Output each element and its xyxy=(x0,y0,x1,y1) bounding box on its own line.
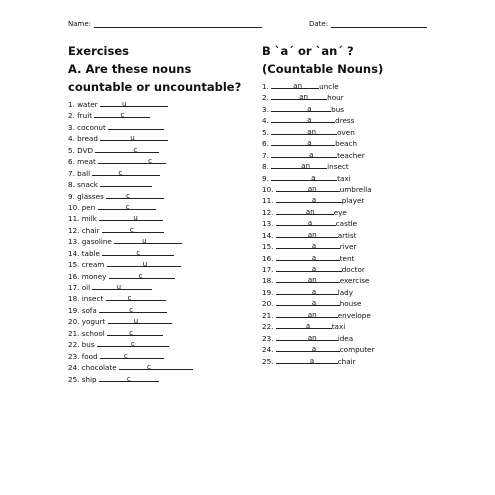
item-number: 14. xyxy=(262,230,274,240)
list-item xyxy=(262,344,462,355)
answer-text: a xyxy=(307,115,312,125)
list-item xyxy=(68,328,258,339)
answer-text: u xyxy=(142,259,148,269)
list-item xyxy=(262,298,462,309)
answer-text: c xyxy=(126,190,131,200)
exercise-b-subtitle: (Countable Nouns) xyxy=(262,62,384,76)
item-number: 3. xyxy=(262,104,269,114)
item-word: ball xyxy=(77,168,91,178)
answer-text: a xyxy=(307,138,312,148)
item-number: 2. xyxy=(68,111,75,121)
list-item xyxy=(68,133,258,144)
answer-blank[interactable] xyxy=(271,161,327,169)
item-word: taxi xyxy=(337,173,351,183)
list-item xyxy=(68,339,258,350)
answer-blank[interactable] xyxy=(276,333,338,341)
list-item xyxy=(68,271,258,282)
answer-text: a xyxy=(311,344,317,354)
list-item xyxy=(68,191,258,202)
answer-blank[interactable] xyxy=(106,293,166,301)
item-word: gasoline xyxy=(81,237,112,247)
item-word: eye xyxy=(333,207,347,217)
list-item xyxy=(68,168,258,179)
list-item xyxy=(262,173,462,184)
item-number: 5. xyxy=(68,145,75,155)
answer-text: u xyxy=(133,316,139,326)
exercise-a-list xyxy=(68,99,258,385)
item-number: 24. xyxy=(262,345,274,355)
item-word: meat xyxy=(77,157,96,167)
answer-text: a xyxy=(309,149,314,159)
list-item xyxy=(262,207,462,218)
answer-blank[interactable] xyxy=(276,195,342,203)
item-number: 15. xyxy=(262,242,274,252)
list-item xyxy=(68,236,258,247)
list-item xyxy=(68,374,258,385)
item-number: 8. xyxy=(262,162,269,172)
item-number: 9. xyxy=(262,173,269,183)
list-item xyxy=(262,230,462,241)
answer-text: c xyxy=(133,144,138,154)
answer-blank[interactable] xyxy=(271,173,337,181)
item-word: oven xyxy=(337,127,355,137)
item-word: envelope xyxy=(337,310,371,320)
answer-text: c xyxy=(146,362,151,372)
answer-blank[interactable] xyxy=(106,191,164,199)
item-number: 7. xyxy=(68,168,75,178)
item-word: chair xyxy=(337,356,356,366)
item-number: 18. xyxy=(262,276,274,286)
item-number: 24. xyxy=(68,363,80,373)
item-number: 22. xyxy=(68,340,80,350)
item-word: cream xyxy=(81,260,105,270)
answer-blank[interactable] xyxy=(97,339,169,347)
answer-blank[interactable] xyxy=(276,253,340,261)
list-item xyxy=(68,99,258,110)
answer-text: u xyxy=(121,99,127,108)
item-number: 6. xyxy=(68,157,75,167)
item-word: doctor xyxy=(341,265,365,274)
list-item xyxy=(262,356,462,367)
item-number: 16. xyxy=(68,271,80,281)
list-item xyxy=(262,333,462,344)
date-field[interactable] xyxy=(309,20,427,28)
answer-blank[interactable] xyxy=(92,282,152,290)
answer-text: a xyxy=(311,298,317,308)
answer-text: c xyxy=(136,247,141,257)
item-word: player xyxy=(341,196,365,206)
answer-text: c xyxy=(129,327,134,337)
list-item xyxy=(68,259,258,270)
list-item xyxy=(262,287,462,298)
item-word: ship xyxy=(81,374,97,384)
item-word: uncle xyxy=(319,82,339,91)
list-item xyxy=(262,241,462,252)
item-word: house xyxy=(339,299,362,309)
list-item xyxy=(68,248,258,259)
item-number: 13. xyxy=(68,237,80,247)
item-number: 3. xyxy=(68,122,75,132)
item-number: 21. xyxy=(68,328,80,338)
answer-blank[interactable] xyxy=(276,241,340,249)
answer-blank[interactable] xyxy=(92,168,160,176)
item-number: 23. xyxy=(68,351,80,361)
answer-blank[interactable] xyxy=(276,218,336,226)
list-item xyxy=(68,316,258,327)
answer-blank[interactable] xyxy=(102,248,174,256)
item-word: tent xyxy=(339,253,355,263)
answer-blank[interactable] xyxy=(100,99,168,107)
exercise-a-title: A. Are these nouns xyxy=(68,62,192,76)
answer-text: a xyxy=(311,264,317,273)
answer-text: c xyxy=(130,339,135,349)
item-word: chair xyxy=(81,225,100,235)
answer-blank[interactable] xyxy=(271,104,331,112)
item-word: computer xyxy=(339,345,375,355)
item-word: hour xyxy=(327,93,344,103)
answer-blank[interactable] xyxy=(276,275,340,283)
list-item xyxy=(68,213,258,224)
item-word: table xyxy=(81,248,100,258)
answer-blank[interactable] xyxy=(276,344,340,352)
list-item xyxy=(262,161,462,172)
item-word: school xyxy=(81,328,105,338)
item-number: 17. xyxy=(68,283,80,292)
answer-blank[interactable] xyxy=(99,305,167,313)
answer-text: an xyxy=(307,126,317,136)
item-word: water xyxy=(77,100,98,109)
answer-text: a xyxy=(309,355,315,365)
answer-blank[interactable] xyxy=(100,179,152,187)
answer-text: c xyxy=(129,224,134,234)
answer-text: u xyxy=(116,282,121,291)
list-item xyxy=(262,104,462,115)
item-number: 19. xyxy=(68,305,80,315)
item-number: 20. xyxy=(262,299,274,309)
item-number: 2. xyxy=(262,93,269,103)
item-number: 14. xyxy=(68,248,80,258)
answer-text: an xyxy=(307,183,317,193)
list-item xyxy=(262,92,462,103)
answer-blank[interactable] xyxy=(99,213,163,221)
list-item xyxy=(262,81,462,92)
answer-text: c xyxy=(129,304,134,314)
answer-blank[interactable] xyxy=(271,81,319,89)
list-item xyxy=(262,150,462,161)
answer-blank[interactable] xyxy=(271,115,335,123)
item-word: food xyxy=(81,351,98,361)
answer-text: a xyxy=(307,103,312,113)
item-number: 21. xyxy=(262,310,274,320)
list-item xyxy=(68,351,258,362)
answer-blank[interactable] xyxy=(276,264,342,272)
answer-text: c xyxy=(120,110,125,120)
item-word: fruit xyxy=(77,111,93,121)
answer-blank[interactable] xyxy=(119,362,193,370)
answer-blank[interactable] xyxy=(98,156,166,164)
item-word: exercise xyxy=(339,276,370,286)
answer-text: c xyxy=(138,270,143,280)
item-word: oil xyxy=(81,283,91,292)
item-number: 1. xyxy=(68,100,75,109)
answer-blank[interactable] xyxy=(98,202,156,210)
answer-blank[interactable] xyxy=(100,133,168,141)
item-word: sofa xyxy=(81,305,97,315)
item-number: 25. xyxy=(262,356,274,366)
answer-text: an xyxy=(301,161,311,171)
exercise-b-column xyxy=(262,42,462,367)
list-item xyxy=(68,305,258,316)
answer-blank[interactable] xyxy=(108,122,164,130)
item-number: 15. xyxy=(68,260,80,270)
list-item xyxy=(68,202,258,213)
exercise-b-title: B `a´ or `an´ ? xyxy=(262,44,354,58)
item-number: 11. xyxy=(262,196,274,206)
answer-text: a xyxy=(311,195,317,205)
answer-text: an xyxy=(307,229,317,239)
item-number: 1. xyxy=(262,82,269,91)
item-word: bread xyxy=(77,134,98,144)
answer-text: c xyxy=(126,373,131,383)
exercises-title: Exercises xyxy=(68,44,129,58)
item-number: 4. xyxy=(262,116,269,126)
answer-text: a xyxy=(311,241,317,251)
item-number: 12. xyxy=(68,225,80,235)
item-number: 18. xyxy=(68,294,80,304)
answer-text: u xyxy=(142,236,147,246)
list-item xyxy=(68,122,258,133)
item-word: umbrella xyxy=(339,184,372,194)
answer-blank[interactable] xyxy=(276,310,338,318)
date-label: Date: xyxy=(309,20,329,28)
list-item xyxy=(262,115,462,126)
answer-blank[interactable] xyxy=(109,271,175,279)
list-item xyxy=(262,138,462,149)
item-word: DVD xyxy=(77,145,94,155)
name-line[interactable] xyxy=(94,20,262,28)
list-item xyxy=(262,218,462,229)
answer-text: an xyxy=(293,81,303,90)
answer-blank[interactable] xyxy=(271,127,337,135)
item-number: 19. xyxy=(262,287,274,297)
item-word: coconut xyxy=(77,122,106,132)
item-word: chocolate xyxy=(81,363,117,373)
item-word: teacher xyxy=(337,150,365,160)
item-word: yogurt xyxy=(81,317,106,327)
answer-text: u xyxy=(130,133,135,143)
item-number: 4. xyxy=(68,134,75,144)
item-number: 20. xyxy=(68,317,80,327)
answer-blank[interactable] xyxy=(95,145,159,153)
item-word: beach xyxy=(335,139,358,149)
answer-text: an xyxy=(307,309,317,319)
list-item xyxy=(262,127,462,138)
item-number: 13. xyxy=(262,219,274,229)
item-word: artist xyxy=(337,230,357,240)
answer-blank[interactable] xyxy=(107,259,181,267)
item-word: dress xyxy=(335,116,355,126)
answer-text: an xyxy=(307,332,317,342)
answer-blank[interactable] xyxy=(99,374,159,382)
item-word: taxi xyxy=(331,322,346,332)
answer-blank[interactable] xyxy=(100,351,164,359)
item-word: lady xyxy=(337,287,353,297)
list-item xyxy=(262,321,462,332)
item-word: insect xyxy=(327,162,349,172)
answer-text: c xyxy=(148,156,153,166)
item-word: bus xyxy=(81,340,95,350)
answer-text: c xyxy=(125,201,130,211)
list-item xyxy=(262,310,462,321)
item-word: milk xyxy=(81,214,97,224)
list-item xyxy=(68,362,258,373)
item-word: money xyxy=(81,271,107,281)
list-item xyxy=(68,225,258,236)
answer-text: a xyxy=(305,321,311,331)
answer-blank[interactable] xyxy=(276,356,338,364)
item-number: 23. xyxy=(262,333,274,343)
list-item xyxy=(262,195,462,206)
item-number: 12. xyxy=(262,207,274,217)
answer-blank[interactable] xyxy=(107,328,163,336)
answer-text: c xyxy=(127,293,132,303)
item-word: idea xyxy=(337,333,354,343)
item-number: 5. xyxy=(262,127,269,137)
list-item xyxy=(262,184,462,195)
item-word: insect xyxy=(81,294,104,304)
answer-text: a xyxy=(311,252,317,262)
date-line[interactable] xyxy=(331,20,427,28)
name-field[interactable] xyxy=(68,20,262,28)
list-item xyxy=(262,275,462,286)
list-item xyxy=(68,110,258,121)
answer-blank[interactable] xyxy=(276,321,332,329)
answer-text: an xyxy=(299,92,309,102)
item-number: 7. xyxy=(262,150,269,160)
exercise-a-column xyxy=(68,42,258,385)
item-number: 10. xyxy=(68,202,80,212)
answer-text: c xyxy=(118,167,123,177)
item-word: bus xyxy=(331,104,345,114)
answer-blank[interactable] xyxy=(276,207,334,215)
item-number: 6. xyxy=(262,139,269,149)
answer-blank[interactable] xyxy=(276,287,338,295)
answer-blank[interactable] xyxy=(271,92,327,100)
name-label: Name: xyxy=(68,20,92,28)
list-item xyxy=(68,156,258,167)
item-word: river xyxy=(339,242,357,252)
exercise-a-subtitle: countable or uncountable? xyxy=(68,80,242,94)
answer-text: a xyxy=(307,218,313,228)
list-item xyxy=(68,282,258,293)
answer-text: an xyxy=(307,275,317,285)
list-item xyxy=(262,264,462,275)
item-number: 9. xyxy=(68,191,75,201)
item-word: glasses xyxy=(77,191,104,201)
item-number: 10. xyxy=(262,184,274,194)
answer-blank[interactable] xyxy=(108,316,172,324)
list-item xyxy=(68,145,258,156)
answer-blank[interactable] xyxy=(94,110,150,118)
item-number: 11. xyxy=(68,214,80,224)
item-number: 16. xyxy=(262,253,274,263)
list-item xyxy=(262,253,462,264)
item-number: 17. xyxy=(262,265,274,274)
list-item xyxy=(68,293,258,304)
item-number: 25. xyxy=(68,374,80,384)
answer-text: c xyxy=(123,350,128,360)
item-word: castle xyxy=(335,219,358,229)
answer-text: a xyxy=(311,286,317,296)
answer-text: an xyxy=(305,206,315,216)
exercise-b-list xyxy=(262,81,462,367)
item-word: pen xyxy=(81,202,96,212)
answer-blank[interactable] xyxy=(271,138,335,146)
item-word: snack xyxy=(77,180,98,190)
answer-blank[interactable] xyxy=(276,184,340,192)
item-number: 8. xyxy=(68,180,75,190)
item-number: 22. xyxy=(262,322,274,332)
answer-blank[interactable] xyxy=(114,236,182,244)
answer-blank[interactable] xyxy=(276,298,340,306)
list-item xyxy=(68,179,258,190)
answer-text: u xyxy=(133,213,138,223)
answer-blank[interactable] xyxy=(271,150,337,158)
answer-blank[interactable] xyxy=(102,225,164,233)
answer-blank[interactable] xyxy=(276,230,338,238)
answer-text: a xyxy=(311,172,316,182)
